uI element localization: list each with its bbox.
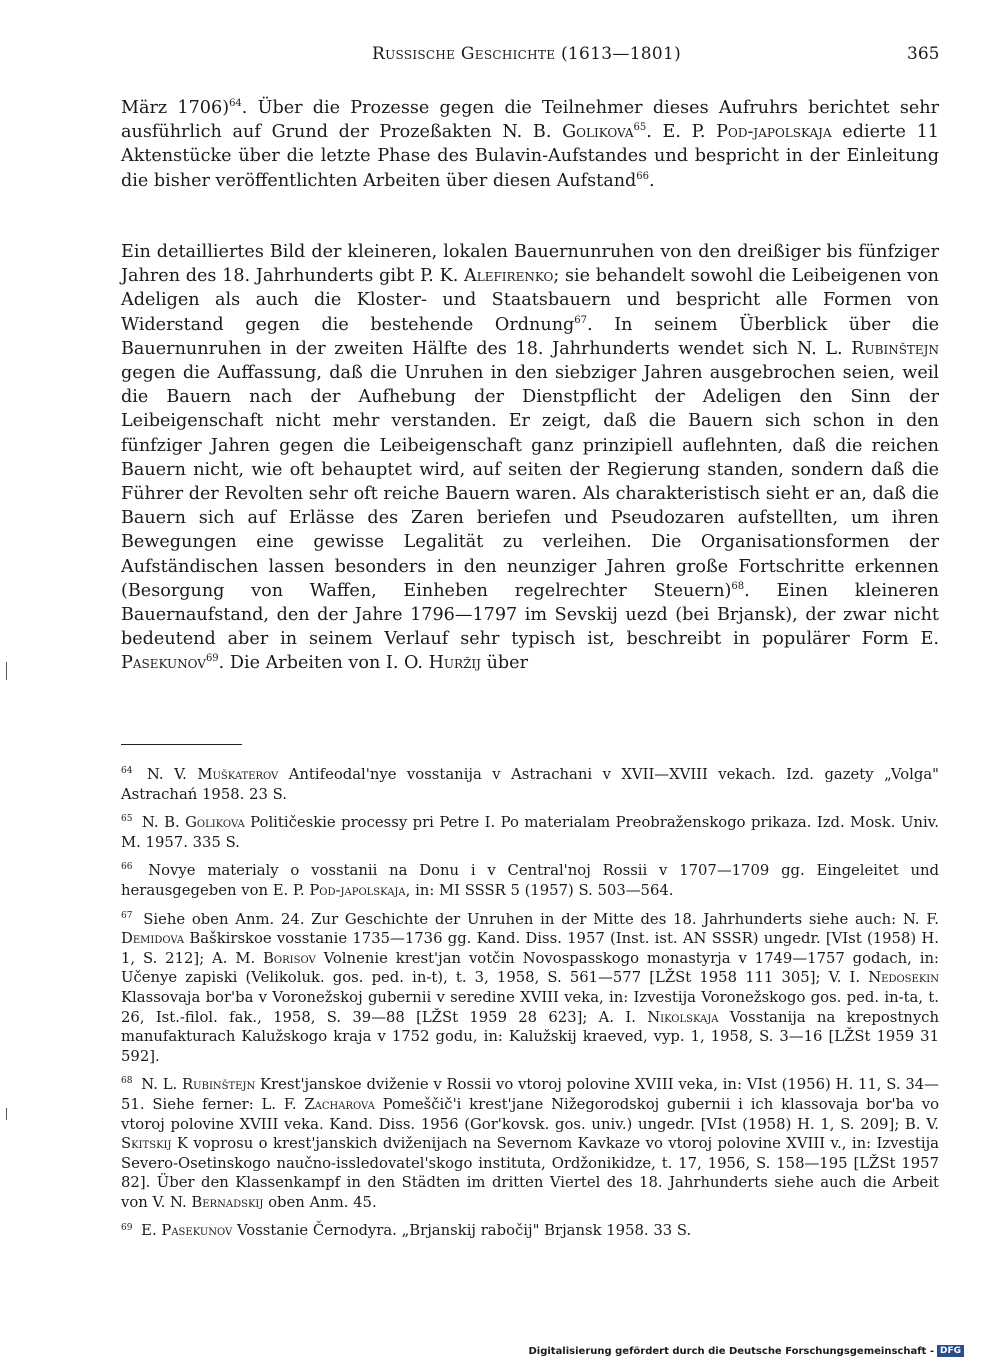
footnote-rule	[121, 744, 242, 745]
footnote-ref[interactable]: 67	[574, 314, 588, 326]
footnote-ref[interactable]: 65	[633, 122, 647, 134]
footnote-ref[interactable]: 66	[636, 170, 650, 182]
header-title: Russische Geschichte	[372, 44, 556, 64]
author-name: Pasekunov	[161, 1222, 233, 1240]
footnote-68	[121, 1075, 939, 1212]
footnote-ref[interactable]: 68	[731, 580, 745, 592]
digitization-credit	[528, 1345, 964, 1357]
text-run: Novye materialy o vosstanii na Donu i v Central'noj Rossii v 1707—1709 gg. Eingeleitet und herausgegeben von E. P.	[121, 862, 939, 899]
text-run: Vosstanie Černodyra. „Brjanskij rabočij" Brjansk 1958. 33 S.	[232, 1222, 692, 1240]
author-name: Skitskij	[121, 1135, 172, 1153]
text-run: E.	[136, 1222, 162, 1240]
footnote-number: 67	[121, 910, 133, 921]
author-name: Golikova	[562, 122, 634, 143]
author-name: Huržij	[428, 653, 481, 674]
margin-mark	[6, 1108, 7, 1120]
footnote-number: 66	[121, 862, 133, 873]
text-run: Baškirskoe vosstanie 1735—1736 gg. Kand. Diss. 1957 (Inst. ist. AN SSSR) ungedr. [VIst (1958) H. 1, S. 212]; A. M.	[121, 930, 939, 967]
text-run: . Einen kleineren Bauernaufstand, den der Jahre 1796—1797 im Sevskij uezd (bei Brjansk), der zwar nicht bedeutend aber in seinem Verlauf sehr typisch ist, beschreibt in populärer Form E.	[121, 580, 939, 650]
author-name: Alefirenko	[464, 266, 554, 287]
credit-text: Digitalisierung gefördert durch die Deutsche Forschungsgemeinschaft -	[528, 1345, 934, 1357]
text-run: , in: MI SSSR 5 (1957) S. 503—564.	[405, 881, 674, 899]
footnote-number: 68	[121, 1076, 133, 1087]
footnote-ref[interactable]: 64	[229, 98, 242, 110]
footnote-number: 64	[121, 766, 133, 777]
author-name: Demidova	[121, 930, 185, 948]
text-run: Pomeščič'i krest'jane Nižegorodskoj gubernii i ich klassovaja bor'ba vo vtoroj polovine XVIII veka. Kand. Diss. 1956 (Gor'kovsk. gos. univ.) ungedr. [VIst (1958) H. 1, S. 209]; B. V.	[121, 1095, 939, 1133]
text-run: N. V.	[136, 766, 198, 783]
text-run: N. B.	[136, 814, 186, 832]
author-name: Borisov	[263, 949, 316, 967]
footnote-64	[121, 765, 939, 804]
text-run: Volnenie krest'jan votčin Novospasskogo monastyrja v 1749—1757 godach, in: Učenye zapiski (Velikoluk. gos. ped. in-t), t. 3, 1958, S. 561—577 [LŽSt 1958 111 305]; V. I.	[121, 949, 939, 987]
text-run: Klassovaja bor'ba v Voronežskoj gubernii v seredine XVIII veka, in: Izvestija Voronežskogo gos. ped. in-ta, t. 26, Ist.-filol. fak., 1958, S. 39—88 [LŽSt 1959 28 623]; A. I.	[121, 988, 939, 1026]
text-run: . In seinem Überblick über die Bauernunruhen in der zweiten Hälfte des 18. Jahrhunderts wendet sich N. L.	[121, 314, 939, 359]
author-name: Nikolskaja	[647, 1008, 719, 1026]
footnote-67	[121, 910, 939, 1067]
text-run: Vosstanija na krepostnych manufakturach Kalužskogo kraja v 1752 godu, in: Kalužskij kraeved, vyp. 1, 1958, S. 3—16 [LŽSt 1959 31 592].	[121, 1008, 939, 1065]
footnote-65	[121, 813, 939, 852]
text-run: Ein detailliertes Bild der kleineren, lokalen Bauernunruhen von den dreißiger bis fünfziger Jahren des 18. Jahrhunderts gibt P. K.	[121, 242, 939, 287]
author-name: Bernadskij	[191, 1193, 264, 1211]
text-run: . Die Arbeiten von I. O.	[218, 653, 429, 674]
page-number: 365	[907, 44, 940, 64]
footnote-66	[121, 861, 939, 900]
text-run: edierte 11 Aktenstücke über die letzte Phase des Bulavin-Aufstandes und bespricht in der Einleitung die bisher veröffentlichten Arbeiten über diesen Aufstand	[121, 122, 939, 191]
paragraph-1	[121, 96, 939, 193]
margin-mark	[6, 662, 7, 680]
author-name: Pod-japolskaja	[309, 881, 406, 899]
text-run: K voprosu o krest'janskich dviženijach na Severnom Kavkaze vo vtoroj polovine XVIII v., in: Izvestija Severo-Osetinskogo naučno-issledovatel'skogo instituta, Ordžonikidze, t. 17, 1956, S. 158—195 [LŽSt 1957 82]. Über den Klassenkampf in den Städten im dritten Viertel des 18. Jahrhunderts siehe auch die Arbeit von V. N.	[121, 1135, 939, 1211]
text-run: Antifeodal'nye vosstanija v Astrachani v XVII—XVIII vekach. Izd. gazety „Volga" Astrachań 1958. 23 S.	[121, 766, 939, 803]
footnotes	[121, 765, 939, 1250]
paragraph-2	[121, 240, 939, 676]
text-run: über	[480, 653, 528, 674]
author-name: Nedosekin	[868, 969, 939, 987]
author-name: Rubinštejn	[182, 1076, 256, 1094]
author-name: Pasekunov	[121, 653, 206, 674]
text-run: Krest'janskoe dviženie v Rossii vo vtoroj polovine XVIII veka, in: VIst (1956) H. 11, S. 34—51. Siehe ferner: L. F.	[121, 1076, 939, 1113]
footnote-ref[interactable]: 69	[205, 653, 219, 665]
author-name: Golikova	[185, 814, 245, 832]
text-run: . E. P.	[646, 122, 717, 143]
text-run: Siehe oben Anm. 24. Zur Geschichte der Unruhen in der Mitte des 18. Jahrhunderts siehe auch: N. F.	[136, 910, 939, 928]
text-run: . Über die Prozesse gegen die Teilnehmer dieses Aufruhrs berichtet sehr ausführlich auf Grund der Prozeßakten N. B.	[121, 98, 939, 143]
header-period: (1613—1801)	[561, 44, 682, 64]
text-run: Političeskie processy pri Petre I. Po materialam Preobraženskogo prikaza. Izd. Mosk. Univ. M. 1957. 335 S.	[121, 814, 939, 851]
author-name: Rubinštejn	[851, 338, 939, 359]
text-run: oben Anm. 45.	[263, 1193, 377, 1211]
text-run: ; sie behandelt sowohl die Leibeigenen von Adeligen als auch die Kloster- und Staatsbauern und bespricht alle Formen von Widerstand gegen die bestehende Ordnung	[121, 266, 940, 335]
text-run: März 1706)	[121, 98, 230, 118]
author-name: Muškaterov	[197, 766, 279, 783]
dfg-logo: DFG	[937, 1345, 964, 1357]
text-run: gegen die Auffassung, daß die Unruhen in den siebziger Jahren ausgebrochen seien, weil die Bauern nach der Aufhebung der Dienstpflicht der Adeligen den Sinn der Leibeigenschaft nicht mehr verstanden. Er zeigt, daß die Bauern sich schon in den fünfziger Jahren gegen die Leibeigenschaft ganz prinzipiell auflehnten, daß die reichen Bauern nicht, wie oft behauptet wird, auf seiten der Regierung standen, sondern daß die Führer der Revolten sehr oft reiche Bauern waren. Als charakteristisch sieht er an, daß die Bauern sich auf Erlässe des Zaren beriefen und Pseudozaren aufstellten, um ihren Bewegungen eine gewisse Legalität zu verleihen. Die Organisationsformen der Aufständischen lassen besonders in den neunziger Jahren große Fortschritte erkennen (Besorgung von Waffen, Einheben regelrechter Steuern)	[121, 363, 939, 601]
footnote-69	[121, 1221, 939, 1241]
running-header	[372, 44, 681, 64]
author-name: Zacharova	[304, 1095, 375, 1113]
text-run: N. L.	[136, 1076, 183, 1094]
author-name: Pod-japolskaja	[716, 122, 832, 143]
footnote-number: 65	[121, 814, 133, 825]
text-run: .	[649, 170, 655, 191]
footnote-number: 69	[121, 1222, 133, 1233]
